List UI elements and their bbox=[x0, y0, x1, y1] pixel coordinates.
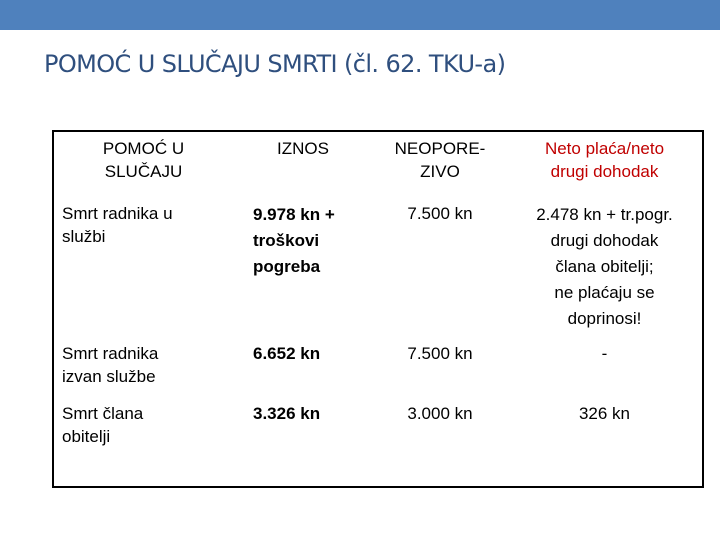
row-amount: 6.652 kn bbox=[253, 344, 321, 363]
table-row bbox=[53, 337, 703, 397]
table-header-row bbox=[53, 131, 703, 197]
table-row bbox=[53, 397, 703, 487]
row-net-income: 2.478 kn + tr.pogr. drugi dohodak člana obitelji; ne plaćaju se doprinosi! bbox=[536, 205, 673, 328]
row-amount: 9.978 kn + troškovi pogreba bbox=[253, 205, 335, 276]
header-net-income: Neto plaća/neto drugi dohodak bbox=[544, 139, 665, 181]
header-amount: IZNOS bbox=[277, 139, 329, 158]
header-non-taxable: NEOPORE- ZIVO bbox=[394, 139, 486, 181]
header-aid-type: POMOĆ U SLUČAJU bbox=[102, 139, 185, 181]
row-non-taxable: 3.000 kn bbox=[407, 404, 473, 423]
row-non-taxable: 7.500 kn bbox=[407, 344, 473, 363]
top-accent-bar bbox=[0, 0, 720, 30]
row-label: Smrt radnika izvan službe bbox=[62, 344, 159, 386]
row-net-income: 326 kn bbox=[578, 404, 631, 423]
row-label: Smrt radnika u službi bbox=[62, 204, 173, 246]
row-non-taxable: 7.500 kn bbox=[407, 204, 473, 223]
row-amount: 3.326 kn bbox=[253, 404, 321, 423]
slide-title: POMOĆ U SLUČAJU SMRTI (čl. 62. TKU-a) bbox=[44, 50, 506, 78]
row-label: Smrt člana obitelji bbox=[62, 404, 144, 446]
table-row bbox=[53, 197, 703, 337]
row-net-income: - bbox=[601, 344, 608, 363]
death-aid-table bbox=[52, 130, 704, 488]
